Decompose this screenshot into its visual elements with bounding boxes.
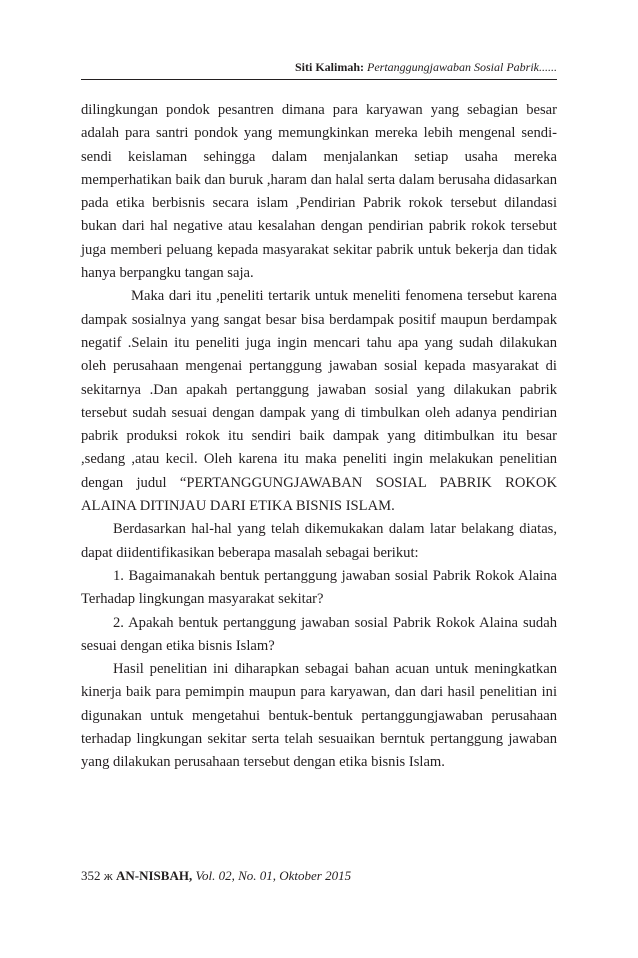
running-header — [295, 60, 557, 75]
header-rule — [81, 79, 557, 80]
page-footer — [81, 868, 351, 884]
header-article-title: Pertanggungjawaban Sosial Pabrik...... — [367, 60, 557, 74]
paragraph: Hasil penelitian ini diharapkan sebagai bahan acuan untuk meningkatkan kinerja baik para pemimpin maupun para karyawan, dan dari hasil penelitian ini digunakan untuk mengetahui bentuk-bentuk pertanggungjawaban perusahaan terhadap lingkungan sekitar serta telah sesuaikan berntuk pertanggung jawaban yang dilakukan perusahaan tersebut dengan etika bisnis Islam. — [81, 661, 557, 771]
paragraph-continued: dilingkungan pondok pesantren dimana para karyawan yang sebagian besar adalah para santri pondok yang memungkinkan mereka lebih mengenal sendi-sendi keislaman sehingga dalam menjalankan setiap usaha mereka memperhatikan baik dan buruk ,haram dan halal serta dalam berusaha didasarkan pada etika berbisnis secara islam ,Pendirian Pabrik rokok tersebut dilandasi bukan dari hal negative atau kesalahan dengan pendirian pabrik rokok tersebut juga memberi peluang kepada masyarakat sekitar pabrik untuk bekerja dan tidak hanya berpangku tangan saja. — [81, 102, 557, 282]
problem-item-1: 1. Bagaimanakah bentuk pertanggung jawaban sosial Pabrik Rokok Alaina Terhadap lingkungan masyarakat sekitar? — [81, 567, 557, 608]
journal-name: AN-NISBAH, — [115, 868, 193, 883]
paragraph: Berdasarkan hal-hal yang telah dikemukakan dalam latar belakang diatas, dapat diidentifikasikan beberapa masalah sebagai berikut: — [81, 521, 557, 561]
footer-separator: ж — [103, 868, 113, 883]
header-author: Siti Kalimah: — [294, 60, 364, 74]
page-number: 352 — [81, 868, 101, 883]
body-text — [81, 99, 557, 775]
journal-issue: Vol. 02, No. 01, Oktober 2015 — [195, 868, 352, 883]
problem-item-2: 2. Apakah bentuk pertanggung jawaban sosial Pabrik Rokok Alaina sudah sesuai dengan etika bisnis Islam? — [81, 614, 557, 654]
paragraph: Maka dari itu ,peneliti tertarik untuk meneliti fenomena tersebut karena dampak sosialnya yang sangat besar bisa berdampak positif maupun berdampak negatif .Selain itu peneliti juga ingin mencari tahu apa yang sudah dilakukan oleh perusahaan mengenai pertanggung jawaban sosial kepada masyarakat di sekitarnya .Dan apakah pertanggung jawaban sosial yang dilakukan pabrik tersebut sudah sesuai dengan dampak yang di timbulkan oleh adanya pendirian pabrik produksi rokok itu sendiri baik dampak yang ditimbulkan itu besar ,sedang ,atau kecil. Oleh karena itu maka peneliti ingin melakukan penelitian dengan judul “PERTANGGUNGJAWABAN SOSIAL PABRIK ROKOK ALAINA DITINJAU DARI ETIKA BISNIS ISLAM. — [81, 288, 557, 515]
